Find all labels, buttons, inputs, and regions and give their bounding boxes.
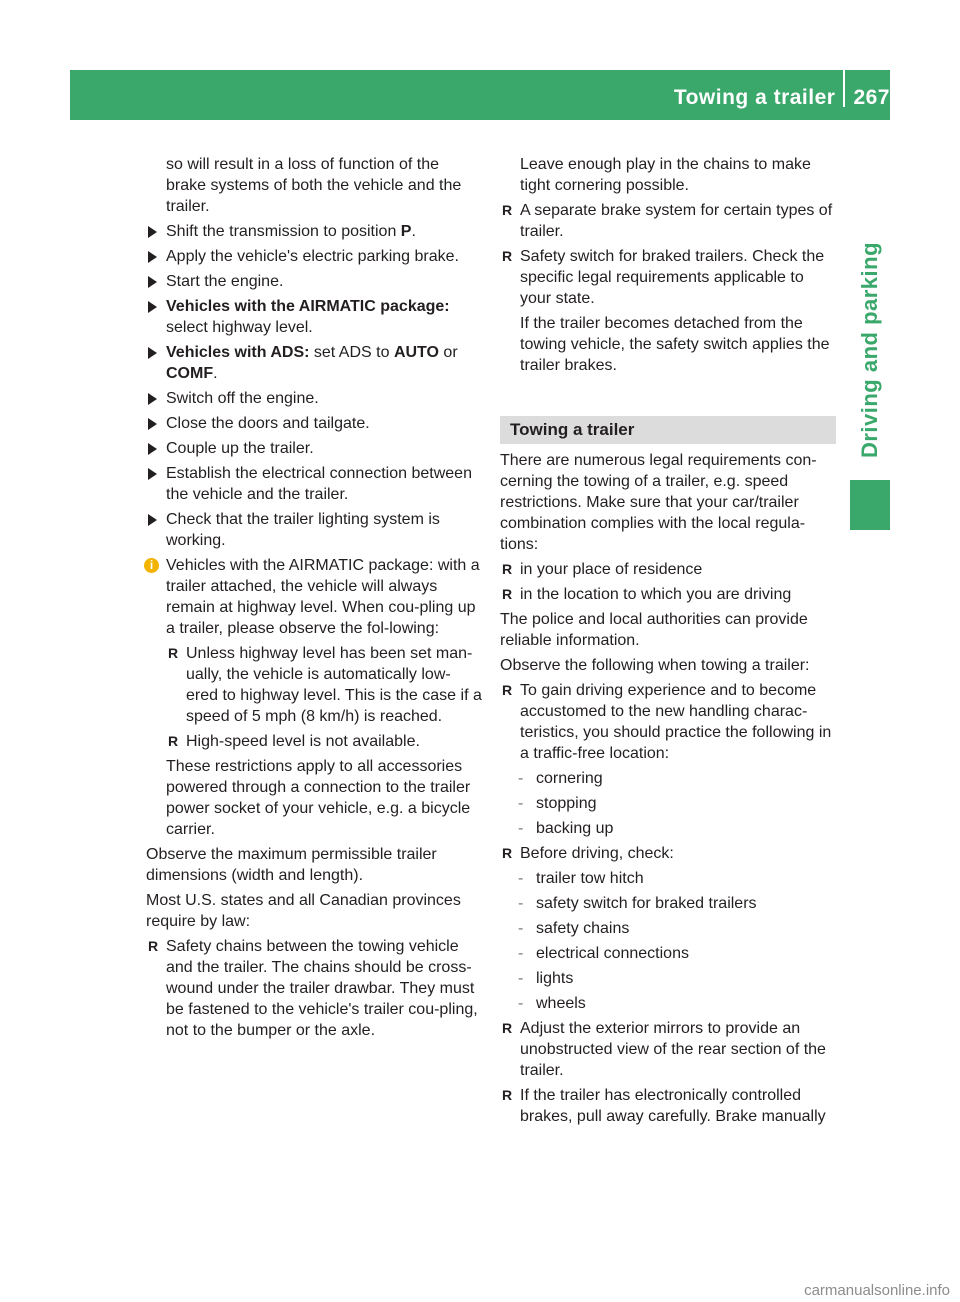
step-item: Start the engine. xyxy=(146,271,482,292)
step-item: Apply the vehicle's electric parking brake. xyxy=(146,246,482,267)
step-item: Establish the electrical connection between the vehicle and the trailer. xyxy=(146,463,482,505)
location-bullet: R in the location to which you are driving xyxy=(502,586,792,603)
observe-text: Observe the following when towing a trailer: xyxy=(500,657,810,674)
step-item: Check that the trailer lighting system is working. xyxy=(146,509,482,551)
experience-bullet: R To gain driving experience and to become accustomed to the new handling charac-teristics, you should practice the following in a traffic-free location: xyxy=(502,682,832,762)
para-dimensions: Observe the maximum permissible trailer dimensions (width and length). xyxy=(146,846,437,884)
info-icon: i xyxy=(144,558,159,573)
arrow-icon xyxy=(148,418,157,430)
check-item: - trailer tow hitch xyxy=(518,870,644,887)
arrow-icon xyxy=(148,226,157,238)
requirement-bullet: R A separate brake system for certain types of trailer. xyxy=(502,202,833,240)
arrow-icon xyxy=(148,276,157,288)
right-column xyxy=(500,154,836,1131)
practice-item: - backing up xyxy=(518,820,614,837)
page-number: 267 xyxy=(853,86,890,109)
para-law: Most U.S. states and all Canadian provinces require by law: xyxy=(146,892,461,930)
side-tab-label: Driving and parking xyxy=(857,241,882,459)
requirement-bullet: R Safety switch for braked trailers. Check the specific legal requirements applicable to your state. xyxy=(502,248,825,307)
arrow-icon xyxy=(148,468,157,480)
watermark: carmanualsonline.info xyxy=(804,1282,950,1299)
law-bullet: R Safety chains between the towing vehicle and the trailer. The chains should be cross-wound under the trailer drawbar. They must be fastened to the vehicle's trailer cou-pling, not to the bumper or the axle. xyxy=(148,938,478,1039)
arrow-icon xyxy=(148,301,157,313)
check-item: - lights xyxy=(518,970,574,987)
step-item: Shift the transmission to position P. xyxy=(146,221,482,242)
note-bullet: R High-speed level is not available. xyxy=(168,733,420,750)
side-tab-marker xyxy=(850,480,890,530)
side-tab xyxy=(850,240,890,460)
note-text: Vehicles with the AIRMATIC package: with a trailer attached, the vehicle will always remain at highway level. When cou-pling up a trailer, please observe the fol-lowing: xyxy=(166,557,480,637)
continued-text: Leave enough play in the chains to make tight cornering possible. xyxy=(520,156,811,194)
section-intro: There are numerous legal requirements con-cerning the towing of a trailer, e.g. speed restrictions. Make sure that your car/trailer combination complies with the local regula-tions: xyxy=(500,452,817,553)
arrow-icon xyxy=(148,347,157,359)
note-bullet: R Unless highway level has been set man-ually, the vehicle is automatically low-ered to highway level. This is the case if a speed of 5 mph (8 km/h) is reached. xyxy=(168,645,482,725)
step-item: Close the doors and tailgate. xyxy=(146,413,482,434)
mirrors-bullet: R Adjust the exterior mirrors to provide an unobstructed view of the rear section of the trailer. xyxy=(502,1020,826,1079)
step-item: Switch off the engine. xyxy=(146,388,482,409)
arrow-icon xyxy=(148,393,157,405)
step-item: Vehicles with the AIRMATIC package: select highway level. xyxy=(146,296,482,338)
check-item: - safety chains xyxy=(518,920,630,937)
step-item: Vehicles with ADS: set ADS to AUTO or COMF. xyxy=(146,342,482,384)
brakes-bullet: R If the trailer has electronically controlled brakes, pull away carefully. Brake manually xyxy=(502,1087,826,1125)
left-column xyxy=(146,154,482,1045)
before-bullet: R Before driving, check: xyxy=(502,845,674,862)
arrow-icon xyxy=(148,443,157,455)
practice-item: - stopping xyxy=(518,795,597,812)
check-item: - safety switch for braked trailers xyxy=(518,895,757,912)
info-note xyxy=(146,555,482,840)
check-item: - electrical connections xyxy=(518,945,689,962)
check-item: - wheels xyxy=(518,995,586,1012)
running-header xyxy=(674,86,890,116)
practice-item: - cornering xyxy=(518,770,603,787)
location-bullet: R in your place of residence xyxy=(502,561,703,578)
authorities-text: The police and local authorities can provide reliable information. xyxy=(500,611,808,649)
intro-text: so will result in a loss of function of the brake systems of both the vehicle and the trailer. xyxy=(166,156,462,215)
step-item: Couple up the trailer. xyxy=(146,438,482,459)
note-after: These restrictions apply to all accessories powered through a connection to the trailer power socket of your vehicle, e.g. a bicycle carrier. xyxy=(166,758,471,838)
arrow-icon xyxy=(148,514,157,526)
switch-note: If the trailer becomes detached from the towing vehicle, the safety switch applies the trailer brakes. xyxy=(520,315,830,374)
arrow-icon xyxy=(148,251,157,263)
section-heading: Towing a trailer xyxy=(500,416,836,444)
header-title: Towing a trailer xyxy=(673,86,836,109)
header-separator xyxy=(843,63,845,107)
